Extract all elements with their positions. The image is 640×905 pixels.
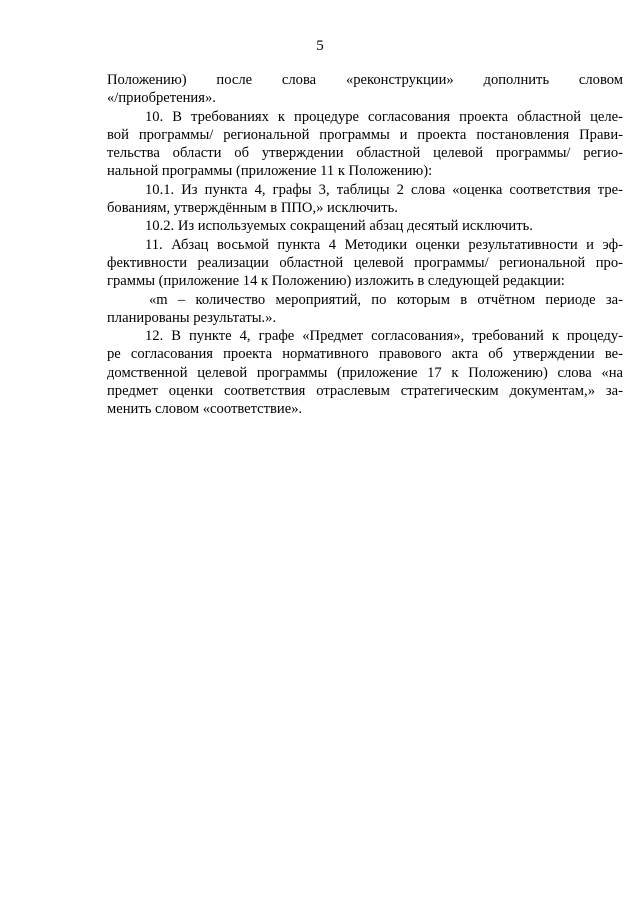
document-body	[107, 71, 623, 419]
text-line: домственной целевой программы (приложение 17 к Положению) слова «на	[107, 364, 623, 381]
paragraph-item-12	[107, 327, 623, 418]
paragraph-item-11	[107, 236, 623, 291]
page-number: 5	[316, 38, 324, 54]
text-line: тельства области об утверждении областной целевой программы/ регио-	[107, 145, 623, 162]
paragraph-continuation	[107, 71, 623, 108]
text-line: 10. В требованиях к процедуре согласования проекта областной целе-	[145, 108, 623, 125]
paragraph-item-10-1	[107, 181, 623, 218]
text-line: вой программы/ региональной программы и проекта постановления Прави-	[107, 126, 623, 143]
text-line: фективности реализации областной целевой программы/ региональной про-	[107, 254, 623, 271]
paragraph-quote	[107, 291, 623, 328]
paragraph-item-10	[107, 108, 623, 181]
text-line: нальной программы (приложение 11 к Положению):	[107, 163, 433, 180]
text-line: предмет оценки соответствия отраслевым стратегическим документам,» за-	[107, 383, 623, 400]
text-line: 11. Абзац восьмой пункта 4 Методики оценки результативности и эф-	[145, 236, 623, 253]
text-line: бованиям, утверждённым в ППО,» исключить.	[107, 200, 398, 217]
text-line: 12. В пункте 4, графе «Предмет согласования», требований к процеду-	[145, 328, 623, 345]
text-line: менить словом «соответствие».	[107, 401, 303, 418]
text-line: ре согласования проекта нормативного правового акта об утверждении ве-	[107, 346, 623, 363]
paragraph-item-10-2	[107, 217, 623, 235]
text-line: граммы (приложение 14 к Положению) изложить в следующей редакции:	[107, 273, 565, 290]
text-line: 10.2. Из используемых сокращений абзац десятый исключить.	[145, 218, 533, 235]
text-line: планированы результаты.».	[107, 309, 277, 326]
text-line: «/приобретения».	[107, 90, 216, 107]
text-line: 10.1. Из пункта 4, графы 3, таблицы 2 слова «оценка соответствия тре-	[145, 181, 623, 198]
text-line: Положению) после слова «реконструкции» дополнить словом	[107, 72, 623, 88]
text-line: «m – количество мероприятий, по которым в отчётном периоде за-	[149, 291, 623, 308]
